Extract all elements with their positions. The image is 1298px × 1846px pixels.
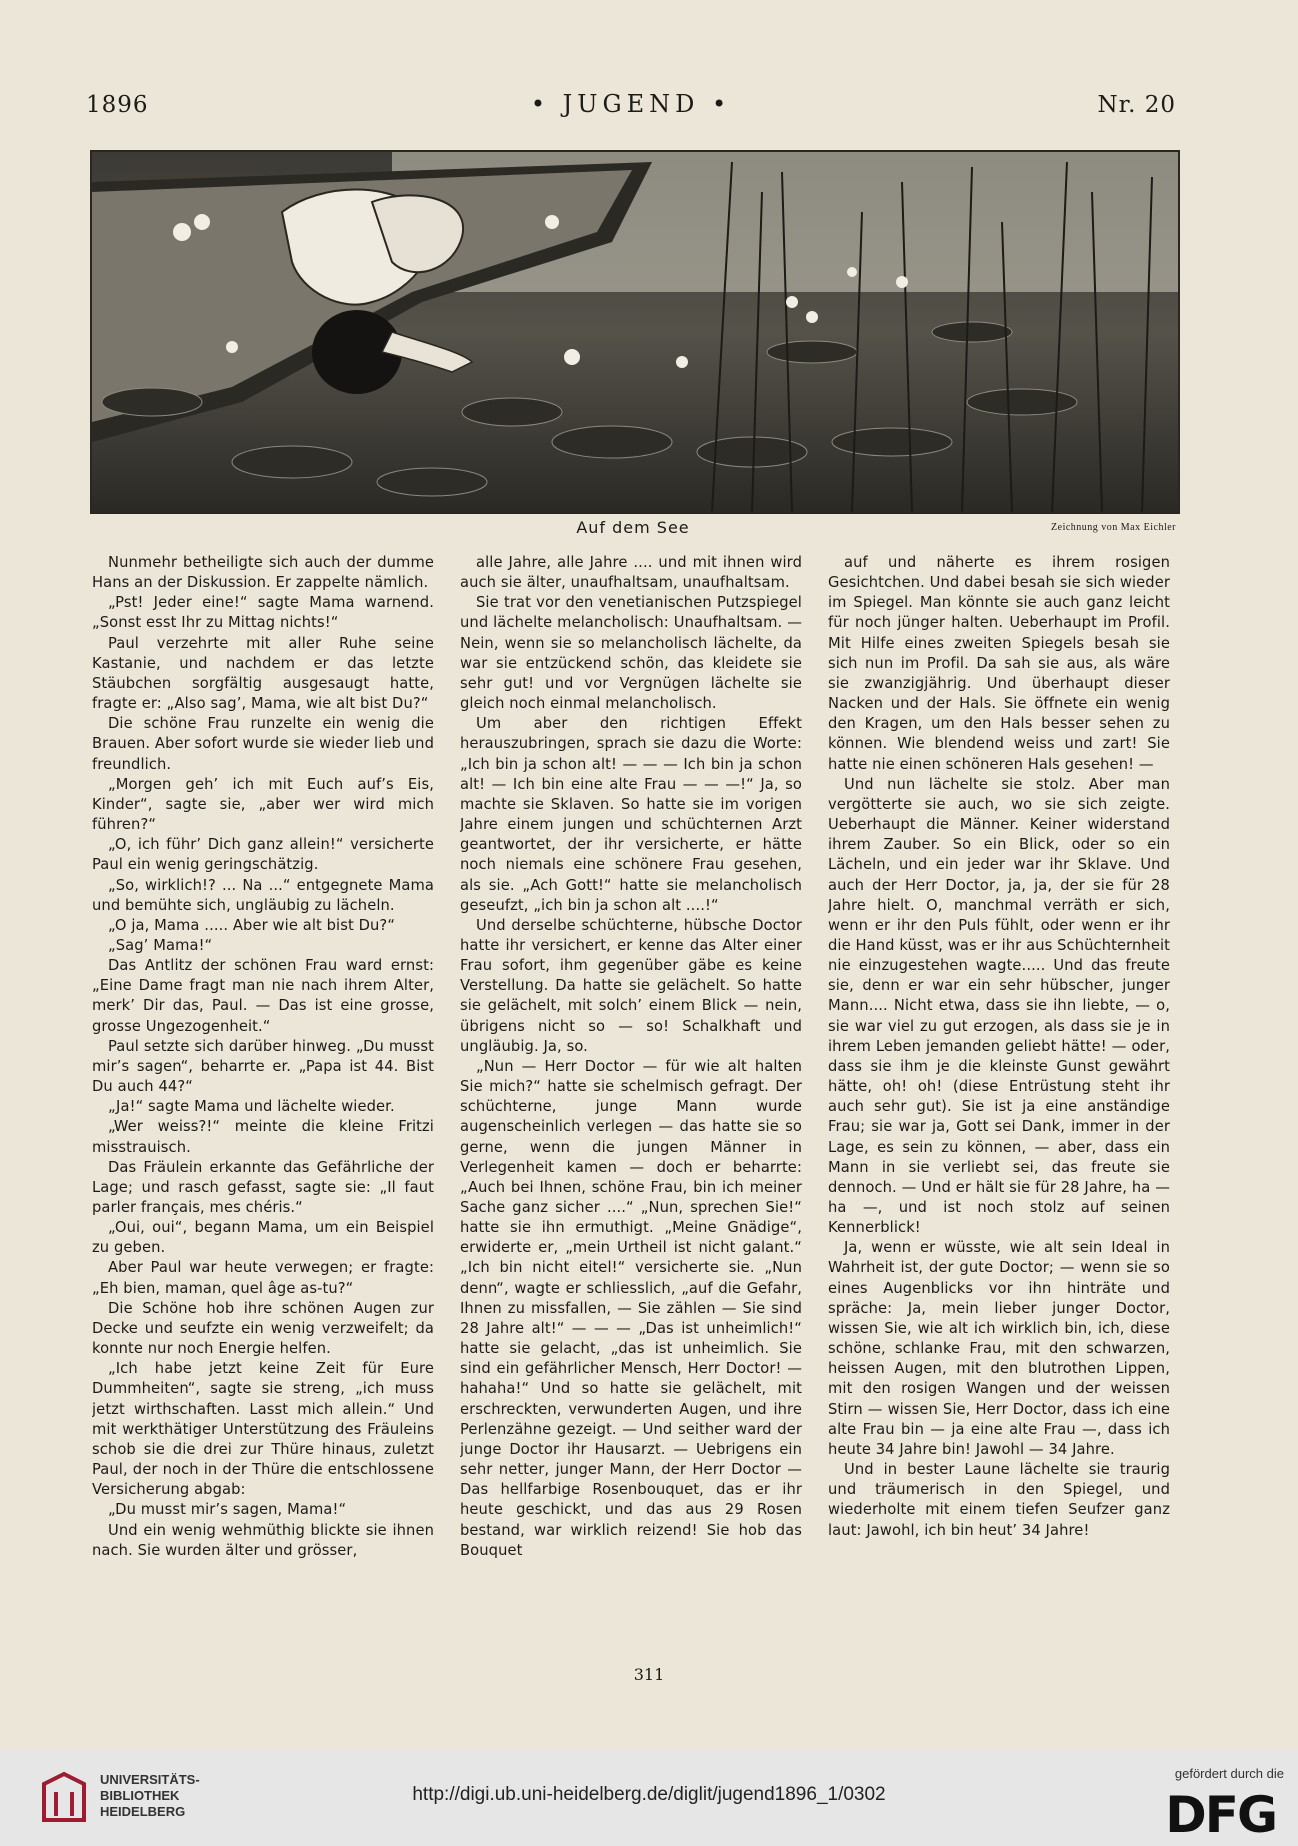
paragraph: „O, ich führ’ Dich ganz allein!“ versicherte Paul ein wenig geringschätzig. — [92, 836, 434, 874]
illustration-caption — [90, 518, 1176, 544]
paragraph: Nunmehr betheiligte sich auch der dumme Hans an der Diskussion. Er zappelte nämlich. — [92, 554, 434, 592]
issue-number: Nr. 20 — [1097, 92, 1176, 118]
paragraph: „Wer weiss?!“ meinte die kleine Fritzi misstrauisch. — [92, 1118, 434, 1156]
paragraph: Sie trat vor den venetianischen Putzspiegel und lächelte melancholisch: Unaufhaltsam. — Nein, wenn sie so melancholisch lächelte, da war sie entzückend schön, das kleidete sie sehr gut! und vor Vergnügen lächelte sie gleich noch einmal melancholisch. — [460, 594, 802, 713]
paragraph: Die Schöne hob ihre schönen Augen zur Decke und seufzte ein wenig verzweifelt; da konnte nur noch Energie helfen. — [92, 1299, 434, 1358]
paragraph: Und nun lächelte sie stolz. Aber man vergötterte sie auch, wo sie sich zeigte. Ueberhaupt die Männer. Keiner widerstand ihrem Zauber. So ein Blick, oder so ein Lächeln, und ein jeder war ihr Sklave. Und auch der Herr Doctor, ja, ja, der sie für 28 Jahre hielt. O, manchmal verräth er sich, wenn er ihr den Puls fühlt, oder wenn er ihr die Hand küsst, was er ihr aus Schüchternheit nie einzugestehen wagte..... Und das freute sie, denn er war ein sehr hübscher, junger Mann.... Nicht etwa, dass sie ihn liebte, — o, sie war viel zu gut erzogen, als dass sie je in ihrem Leben jemanden geliebt hätte! — oder, dass sie ihm je die kleinste Gunst gewährt hätte, oh! oh! (diese Entrüstung steht ihr auch sehr gut). Sie ist ja eine anständige Frau; sie war ja, Gott sei Dank, immer in der Lage, es sein zu können, — aber, dass ein Mann in sie verliebt sei, das freute sie dennoch. — Und er hält sie für 28 Jahre, ha — ha —, und ist noch stolz auf seinen Kennerblick! — [828, 775, 1170, 1237]
lake-drawing — [92, 152, 1178, 512]
paragraph: Und derselbe schüchterne, hübsche Doctor hatte ihr versichert, er kenne das Alter einer Frau sofort, ihm gegenüber gäbe es keine Verstellung. Da hatte sie gelächelt. So hatte sie gelächelt, mit solch’ einem Blick — nein, übrigens nicht so — so! Schalkhaft und ungläubig. Ja, so. — [460, 916, 802, 1055]
permalink[interactable]: http://digi.ub.uni-heidelberg.de/diglit/jugend1896_1/0302 — [412, 1784, 886, 1805]
header-year: 1896 — [86, 92, 149, 118]
paragraph: „Oui, oui“, begann Mama, um ein Beispiel zu geben. — [92, 1219, 434, 1257]
paragraph: Aber Paul war heute verwegen; er fragte: „Eh bien, maman, quel âge as-tu?“ — [92, 1259, 434, 1297]
paragraph: Paul verzehrte mit aller Ruhe seine Kastanie, und nachdem er das letzte Stäubchen sorgfältig ausgesaugt hatte, fragte er: „Also sag’, Mama, wie alt bist Du?“ — [92, 634, 434, 713]
paragraph: Und in bester Laune lächelte sie traurig und träumerisch in den Spiegel, und wiederholte mit einem tiefen Seufzer ganz laut: Jawohl, ich bin heut’ 34 Jahre! — [828, 1461, 1170, 1539]
text-columns — [92, 553, 1170, 1631]
paragraph: Paul setzte sich darüber hinweg. „Du musst mir’s sagen“, beharrte er. „Papa ist 44. Bist Du auch 44?“ — [92, 1037, 434, 1096]
text-column-3 — [828, 553, 1170, 1631]
magazine-title: • JUGEND • — [530, 90, 732, 118]
library-name-line: HEIDELBERG — [100, 1804, 186, 1819]
funded-by-label: gefördert durch die — [1174, 1766, 1284, 1781]
paragraph: „Du musst mir’s sagen, Mama!“ — [108, 1501, 347, 1519]
digitization-footer — [0, 1750, 1298, 1846]
paragraph: Um aber den richtigen Effekt herauszubringen, sprach sie dazu die Worte: „Ich bin ja schon alt! — — — Ich bin ja schon alt! — Ich bin eine alte Frau — — —!“ Ja, so machte sie Sklaven. So hatte sie im vorigen Jahre einem jungen und schüchternen Arzt geantwortet, der ihr versicherte, er hätte noch niemals eine schönere Frau gesehen, als sie. „Ach Gott!“ hatte sie melancholisch geseufzt, „ich bin ja schon alt ....!“ — [460, 715, 802, 914]
paragraph: Die schöne Frau runzelte ein wenig die Brauen. Aber sofort wurde sie wieder lieb und freundlich. — [92, 715, 434, 773]
paragraph: Das Fräulein erkannte das Gefährliche der Lage; und rasch gefasst, sagte sie: „Il faut parler français, mes chéris.“ — [92, 1158, 434, 1216]
paragraph: „Ja!“ sagte Mama und lächelte wieder. — [108, 1098, 395, 1116]
paragraph: „Sag’ Mama!“ — [108, 936, 213, 954]
paragraph: alle Jahre, alle Jahre .... und mit ihnen wird auch sie älter, unaufhaltsam, unaufhaltsam. — [460, 554, 802, 592]
paragraph: „So, wirklich!? ... Na ...“ entgegnete Mama und bemühte sich, ungläubig zu lächeln. — [92, 876, 434, 914]
caption-credit: Zeichnung von Max Eichler — [1051, 522, 1176, 533]
paragraph: „Pst! Jeder eine!“ sagte Mama warnend. „Sonst esst Ihr zu Mittag nichts!“ — [92, 594, 434, 632]
caption-title: Auf dem See — [576, 518, 690, 537]
paragraph: „Morgen geh’ ich mit Euch auf’s Eis, Kinder“, sagte sie, „aber wer wird mich führen?“ — [92, 775, 434, 834]
paragraph: Ja, wenn er wüsste, wie alt sein Ideal in Wahrheit ist, der gute Doctor; — wenn sie so eines Augenblicks vor ihn hinträte und spräche: Ja, mein lieber junger Doctor, wissen Sie, wie alt ich wirklich bin, ich, diese schöne, schlanke Frau, mit den schwarzen, heissen Augen, mit den blutrothen Lippen, mit den rosigen Wangen und der weissen Stirn — wissen Sie, Herr Doctor, dass ich eine alte Frau bin — ja eine alte Frau —, dass ich heute 34 Jahre bin! Jawohl — 34 Jahre. — [828, 1239, 1170, 1458]
paragraph: „Ich habe jetzt keine Zeit für Eure Dummheiten“, sagte sie streng, „ich muss jetzt wirthschaften. Lasst mich allein.“ Und mit werkthätiger Unterstützung des Fräuleins schob sie die drei zur Thüre hinaus, zuletzt Paul, der noch in der Thüre die entschlossene Versicherung abgab: — [92, 1360, 434, 1499]
running-header — [86, 88, 1176, 128]
paragraph: Und ein wenig wehmüthig blickte sie ihnen nach. Sie wurden älter und grösser, — [92, 1521, 434, 1559]
paragraph: auf und näherte es ihrem rosigen Gesichtchen. Und dabei besah sie sich wieder im Spiegel. Man könnte sie auch ganz leicht für noch jünger halten. Ueberhaupt im Profil. Mit Hilfe eines zweiten Spiegels besah sie sich nun im Profil. Da sah sie aus, als wäre sie zwanzigjährig. Und überhaupt dieser Nacken und der Hals. Sie öffnete ein wenig den Kragen, um den Hals besser sehen zu können. Wie blendend weiss und zart! Sie hatte nie einen schöneren Hals gesehen! — — [828, 554, 1170, 773]
paragraph: „Nun — Herr Doctor — für wie alt halten Sie mich?“ hatte sie schelmisch gefragt. Der schüchterne, junge Mann wurde augenscheinlich verlegen — das hatte sie so gerne, wenn die jungen Männer in Verlegenheit kamen — doch er beharrte: „Auch bei Ihnen, schöne Frau, bin ich meiner Sache ganz sicher ....“ „Nun, sprechen Sie!“ hatte sie ihn ermuthigt. „Meine Gnädige“, erwiderte er, „mein Urtheil ist nicht galant.“ „Ich bin nicht eitel!“ versicherte sie. „Nun denn“, wagte er schliesslich, „auf die Gefahr, Ihnen zu missfallen, — Sie zählen — Sie sind 28 Jahre alt!“ — — — „Das ist unheimlich!“ hatte sie gelacht, „das ist unheimlich. Sie sind ein gefährlicher Mensch, Herr Doctor! — hahaha!“ Und so hatte sie gelächelt, mit erschreckten, verwunderten Augen, und ihre Perlenzähne gezeigt. — Und seither ward der junge Doctor ihr Hausarzt. — Uebrigens ein sehr netter, junger Mann, der Herr Doctor — Das hellfarbige Rosenbouquet, das er ihr heute geschickt, und das aus 29 Rosen bestand, war wirklich reizend! Sie hob das Bouquet — [460, 1057, 802, 1559]
library-name-line: UNIVERSITÄTS- — [100, 1772, 200, 1787]
dfg-logo: DFG — [1165, 1786, 1276, 1844]
library-name-line: BIBLIOTHEK — [100, 1788, 180, 1803]
paragraph: „O ja, Mama ..... Aber wie alt bist Du?“ — [108, 916, 396, 934]
page-number: 311 — [633, 1665, 665, 1684]
text-column-2 — [460, 553, 802, 1631]
illustration-lake — [90, 150, 1180, 514]
paragraph: Das Antlitz der schönen Frau ward ernst: „Eine Dame fragt man nie nach ihrem Alter, merk’ Dir das, Paul. — Das ist eine grosse, grosse Ungezogenheit.“ — [92, 957, 434, 1035]
text-column-1 — [92, 553, 434, 1631]
